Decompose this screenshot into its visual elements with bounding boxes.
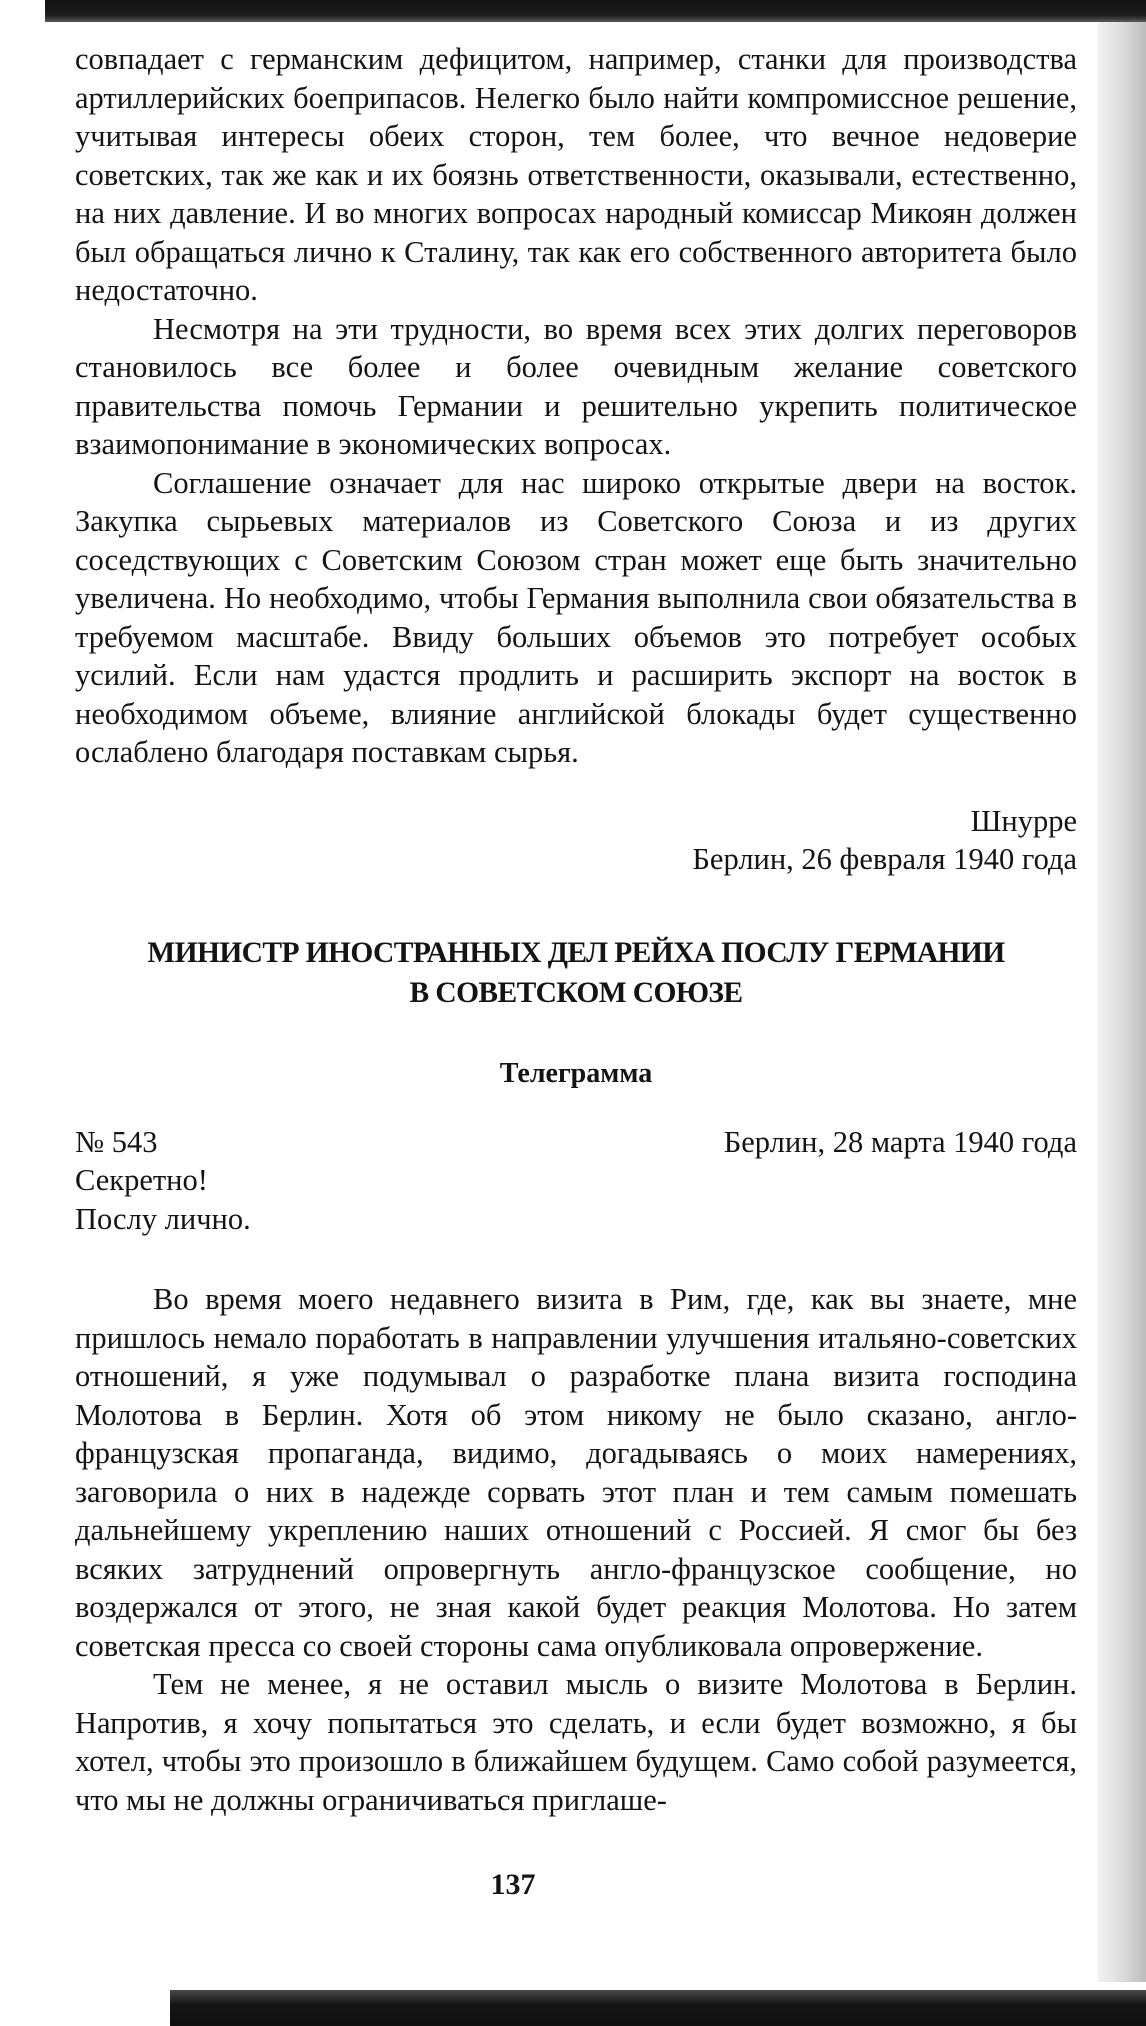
document-place-date: Берлин, 28 марта 1940 года xyxy=(723,1124,1077,1159)
document-number: № 543 xyxy=(75,1124,158,1159)
document-addressee: Послу лично. xyxy=(75,1201,251,1236)
document-heading-line-1: МИНИСТР ИНОСТРАННЫХ ДЕЛ РЕЙХА ПОСЛУ ГЕРМАНИИ xyxy=(147,936,1005,969)
page-number: 137 xyxy=(490,1868,536,1901)
paragraph: Соглашение означает для нас широко открытые двери на восток. Закупка сырьевых материалов из Советского Союза и из других соседствующих с Советским Союзом стран может еще быть значительно увеличена. Но необходимо, чтобы Германия выполнила свои обязательства в требуемом масштабе. Ввиду больших объемов это потребует особых усилий. Если нам удастся продлить и расширить экспорт на восток в необходимом объеме, влияние английской блокады будет существенно ослаблено благодаря поставкам сырья. xyxy=(75,465,1077,769)
document-classification: Секретно! xyxy=(75,1163,208,1197)
paragraph-continued: Тем не менее, я не оставил мысль о визите Молотова в Берлин. Напротив, я хочу попытаться это сделать, и если будет возможно, я бы хотел, чтобы это произошло в ближайшем будущем. Само собой разумеется, что мы не должны ограничиваться приглаше- xyxy=(75,1667,1077,1817)
signature-name: Шнурре xyxy=(970,803,1077,838)
document-heading xyxy=(75,933,1077,1013)
scan-edge-right xyxy=(1098,22,1146,1982)
scan-edge-bottom xyxy=(170,1990,1146,2026)
paragraph-continuation: совпадает с германским дефицитом, например, станки для производства артиллерийских боеприпасов. Нелегко было найти компромиссное решение, учитывая интересы обеих сторон, тем более, что вечное недоверие советских, так же как и их боязнь ответственности, оказывали, естественно, на них давление. И во многих вопросах народный комиссар Микоян должен был обращаться лично к Сталину, так как его собственного авторитета было недостаточно. xyxy=(75,42,1077,307)
scan-edge-top xyxy=(45,0,1146,22)
book-page xyxy=(75,40,1077,1819)
paragraph: Несмотря на эти трудности, во время всех этих долгих переговоров становилось все более и более очевидным желание советского правительства помочь Германии и решительно укрепить политическое взаимопонимание в экономических вопросах. xyxy=(75,311,1077,461)
signature-place-date: Берлин, 26 февраля 1940 года xyxy=(692,842,1077,876)
document-type: Телеграмма xyxy=(499,1057,653,1089)
document-meta-row xyxy=(75,1123,1077,1162)
document-heading-line-2: В СОВЕТСКОМ СОЮЗЕ xyxy=(409,976,743,1009)
paragraph: Во время моего недавнего визита в Рим, где, как вы знаете, мне пришлось немало поработать в направлении улучшения итальяно-советских отношений, я уже подумывал о разработке плана визита господина Молотова в Берлин. Хотя об этом никому не было сказано, англо-французская пропаганда, видимо, догадываясь о моих намерениях, заговорила о них в надежде сорвать этот план и тем самым помешать дальнейшему укреплению наших отношений с Россией. Я смог бы без всяких затруднений опровергнуть англо-французское сообщение, но воздержался от этого, не зная какой будет реакция Молотова. Но затем советская пресса со своей стороны сама опубликовала опровержение. xyxy=(75,1282,1077,1663)
spacer xyxy=(75,1238,1077,1280)
